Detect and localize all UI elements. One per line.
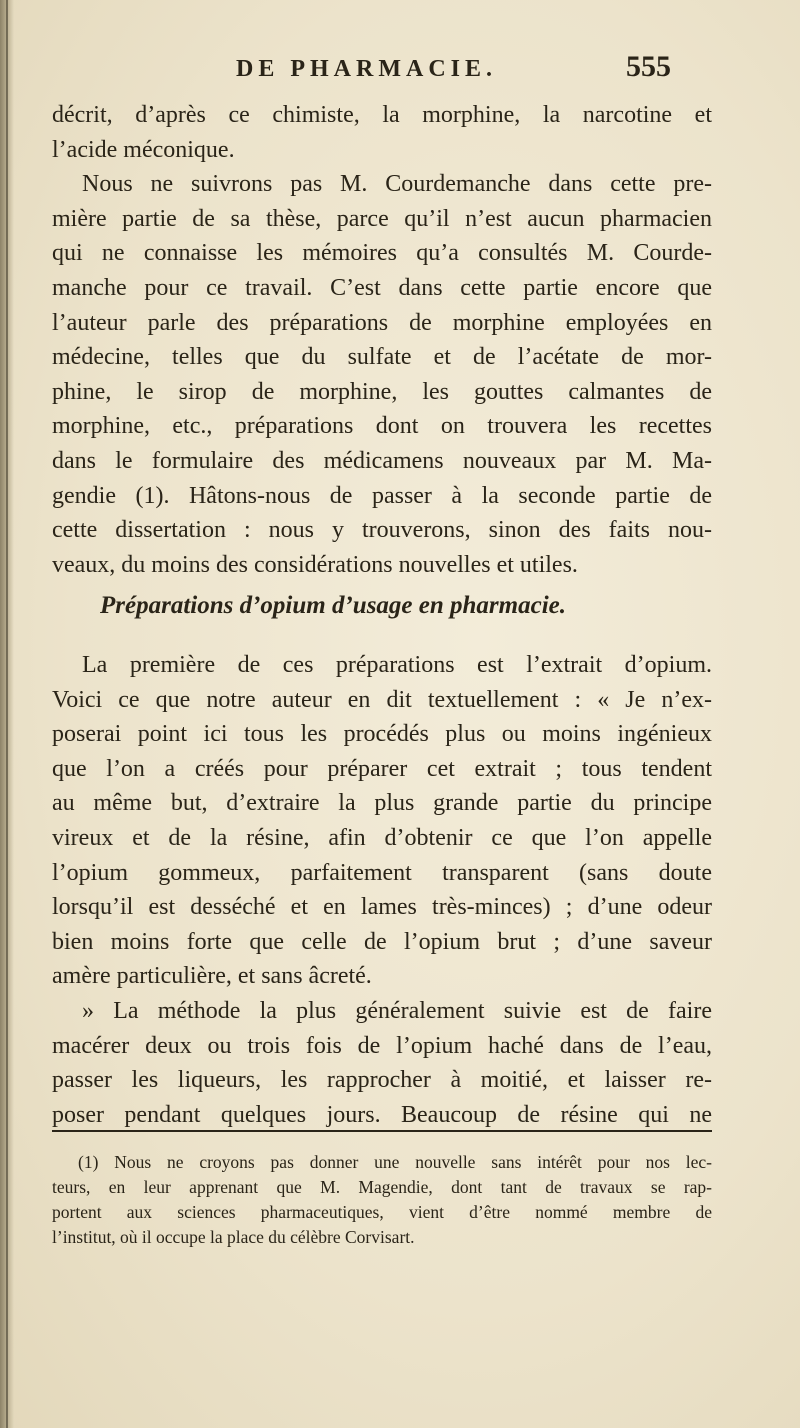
text-line: poserai point ici tous les procédés plus ou moins ingénieux	[52, 721, 712, 748]
text-line: morphine, etc., préparations dont on trouvera les recettes	[52, 413, 712, 440]
text-line: qui ne connaisse les mémoires qu’a consultés M. Courde-	[52, 240, 712, 267]
text-line: dans le formulaire des médicamens nouveaux par M. Ma-	[52, 447, 712, 474]
running-title: DE PHARMACIE.	[236, 56, 497, 82]
footnote-line: teurs, en leur apprenant que M. Magendie, dont tant de travaux se rap-	[52, 1177, 712, 1197]
footnote-rule	[52, 1130, 712, 1132]
text-line: décrit, d’après ce chimiste, la morphine, la narcotine et	[52, 102, 712, 128]
text-line: passer les liqueurs, les rapprocher à moitié, et laisser re-	[52, 1067, 712, 1094]
footnote-line: (1) Nous ne croyons pas donner une nouvelle sans intérêt pour nos lec-	[78, 1152, 712, 1172]
text-line: lorsqu’il est desséché et en lames très-minces) ; d’une odeur	[52, 894, 712, 921]
body-text-top	[52, 98, 712, 582]
text-line: gendie (1). Hâtons-nous de passer à la seconde partie de	[52, 482, 712, 509]
text-line: » La méthode la plus généralement suivie est de faire	[82, 997, 712, 1024]
text-line: vireux et de la résine, afin d’obtenir ce que l’on appelle	[52, 824, 712, 851]
text-line: bien moins forte que celle de l’opium brut ; d’une saveur	[52, 928, 712, 955]
footnote	[52, 1150, 712, 1250]
spine-edge	[6, 0, 8, 1428]
text-line: médecine, telles que du sulfate et de l’acétate de mor-	[52, 344, 712, 371]
text-line: mière partie de sa thèse, parce qu’il n’est aucun pharmacien	[52, 205, 712, 232]
text-line: l’opium gommeux, parfaitement transparent (sans doute	[52, 859, 712, 886]
text-line: l’acide méconique.	[52, 136, 235, 163]
page-number: 555	[626, 50, 671, 83]
footnote-line: l’institut, où il occupe la place du célèbre Corvisart.	[52, 1227, 415, 1247]
text-line: veaux, du moins des considérations nouvelles et utiles.	[52, 551, 578, 578]
text-line: au même but, d’extraire la plus grande partie du principe	[52, 790, 712, 817]
text-line: Voici ce que notre auteur en dit textuellement : « Je n’ex-	[52, 686, 712, 713]
text-line: La première de ces préparations est l’extrait d’opium.	[82, 652, 712, 678]
text-line: Nous ne suivrons pas M. Courdemanche dans cette pre-	[82, 171, 712, 198]
footnote-line: portent aux sciences pharmaceutiques, vient d’être nommé membre de	[52, 1202, 712, 1222]
text-line: macérer deux ou trois fois de l’opium haché dans de l’eau,	[52, 1032, 712, 1059]
text-line: poser pendant quelques jours. Beaucoup de résine qui ne	[52, 1101, 712, 1128]
text-line: que l’on a créés pour préparer cet extrait ; tous tendent	[52, 755, 712, 782]
section-heading: Préparations d’opium d’usage en pharmacie.	[100, 592, 566, 619]
body-text-bottom	[52, 648, 712, 1132]
text-line: l’auteur parle des préparations de morphine employées en	[52, 309, 712, 336]
text-line: manche pour ce travail. C’est dans cette partie encore que	[52, 274, 712, 301]
page-header	[0, 50, 800, 90]
text-line: phine, le sirop de morphine, les gouttes calmantes de	[52, 378, 712, 405]
text-line: amère particulière, et sans âcreté.	[52, 963, 372, 990]
text-line: cette dissertation : nous y trouverons, sinon des faits nou-	[52, 517, 712, 544]
